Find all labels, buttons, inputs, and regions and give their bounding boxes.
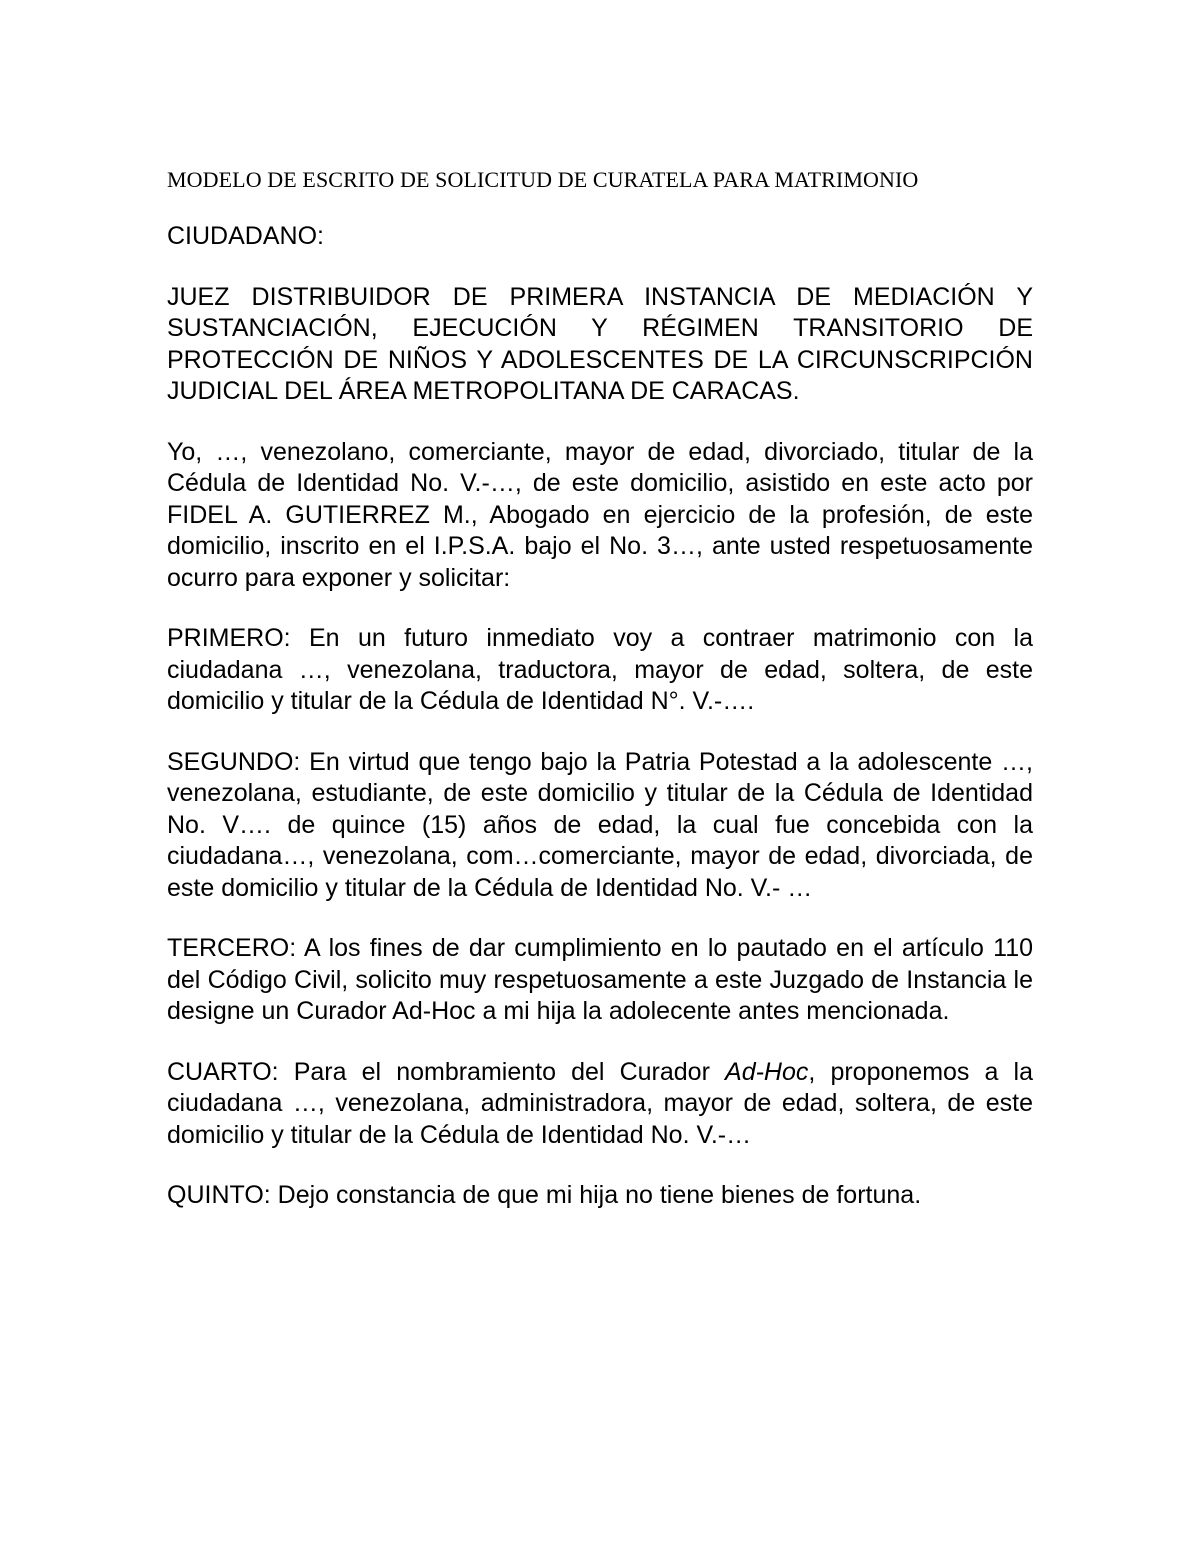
document-body (167, 165, 1033, 1241)
cuarto-italic-term: Ad-Hoc (725, 1057, 809, 1086)
salutation: CIUDADANO: (167, 222, 324, 250)
addressee: JUEZ DISTRIBUIDOR DE PRIMERA INSTANCIA DE MEDIACIÓN Y SUSTANCIACIÓN, EJECUCIÓN Y RÉGIMEN TRANSITORIO DE PROTECCIÓN DE NIÑOS Y ADOLESCENTES DE LA CIRCUNSCRIPCIÓN JUDICIAL DEL ÁREA METROPOLITANA DE CARACAS. (167, 282, 1033, 405)
paragraph-primero: PRIMERO: En un futuro inmediato voy a contraer matrimonio con la ciudadana …, venezolana, traductora, mayor de edad, soltera, de este domicilio y titular de la Cédula de Identidad N°. V.-…. (167, 624, 1033, 715)
paragraph-tercero: TERCERO: A los fines de dar cumplimiento en lo pautado en el artículo 110 del Código Civil, solicito muy respetuosamente a este Juzgado de Instancia le designe un Curador Ad-Hoc a mi hija la adolecente antes mencionada. (167, 934, 1033, 1025)
paragraph-cuarto (167, 1057, 1033, 1152)
document-title: MODELO DE ESCRITO DE SOLICITUD DE CURATELA PARA MATRIMONIO (167, 167, 919, 192)
paragraph-quinto: QUINTO: Dejo constancia de que mi hija no tiene bienes de fortuna. (167, 1181, 922, 1209)
paragraph-segundo: SEGUNDO: En virtud que tengo bajo la Patria Potestad a la adolescente …, venezolana, estudiante, de este domicilio y titular de la Cédula de Identidad No. V…. de quince (15) años de edad, la cual fue concebida con la ciudadana…, venezolana, com…comerciante, mayor de edad, divorciada, de este domicilio y titular de la Cédula de Identidad No. V.- … (167, 747, 1033, 902)
intro-paragraph: Yo, …, venezolano, comerciante, mayor de edad, divorciado, titular de la Cédula de Identidad No. V.-…, de este domicilio, asistido en este acto por FIDEL A. GUTIERREZ M., Abogado en ejercicio de la profesión, de este domicilio, inscrito en el I.P.S.A. bajo el No. 3…, ante usted respetuosamente ocurro para exponer y solicitar: (167, 437, 1033, 592)
cuarto-text-after: , proponemos a la ciudadana …, venezolana, administradora, mayor de edad, soltera, de este domicilio y titular de la Cédula de Identidad No. V.-… (167, 1057, 1034, 1149)
cuarto-text-before: CUARTO: Para el nombramiento del Curador (167, 1057, 726, 1086)
